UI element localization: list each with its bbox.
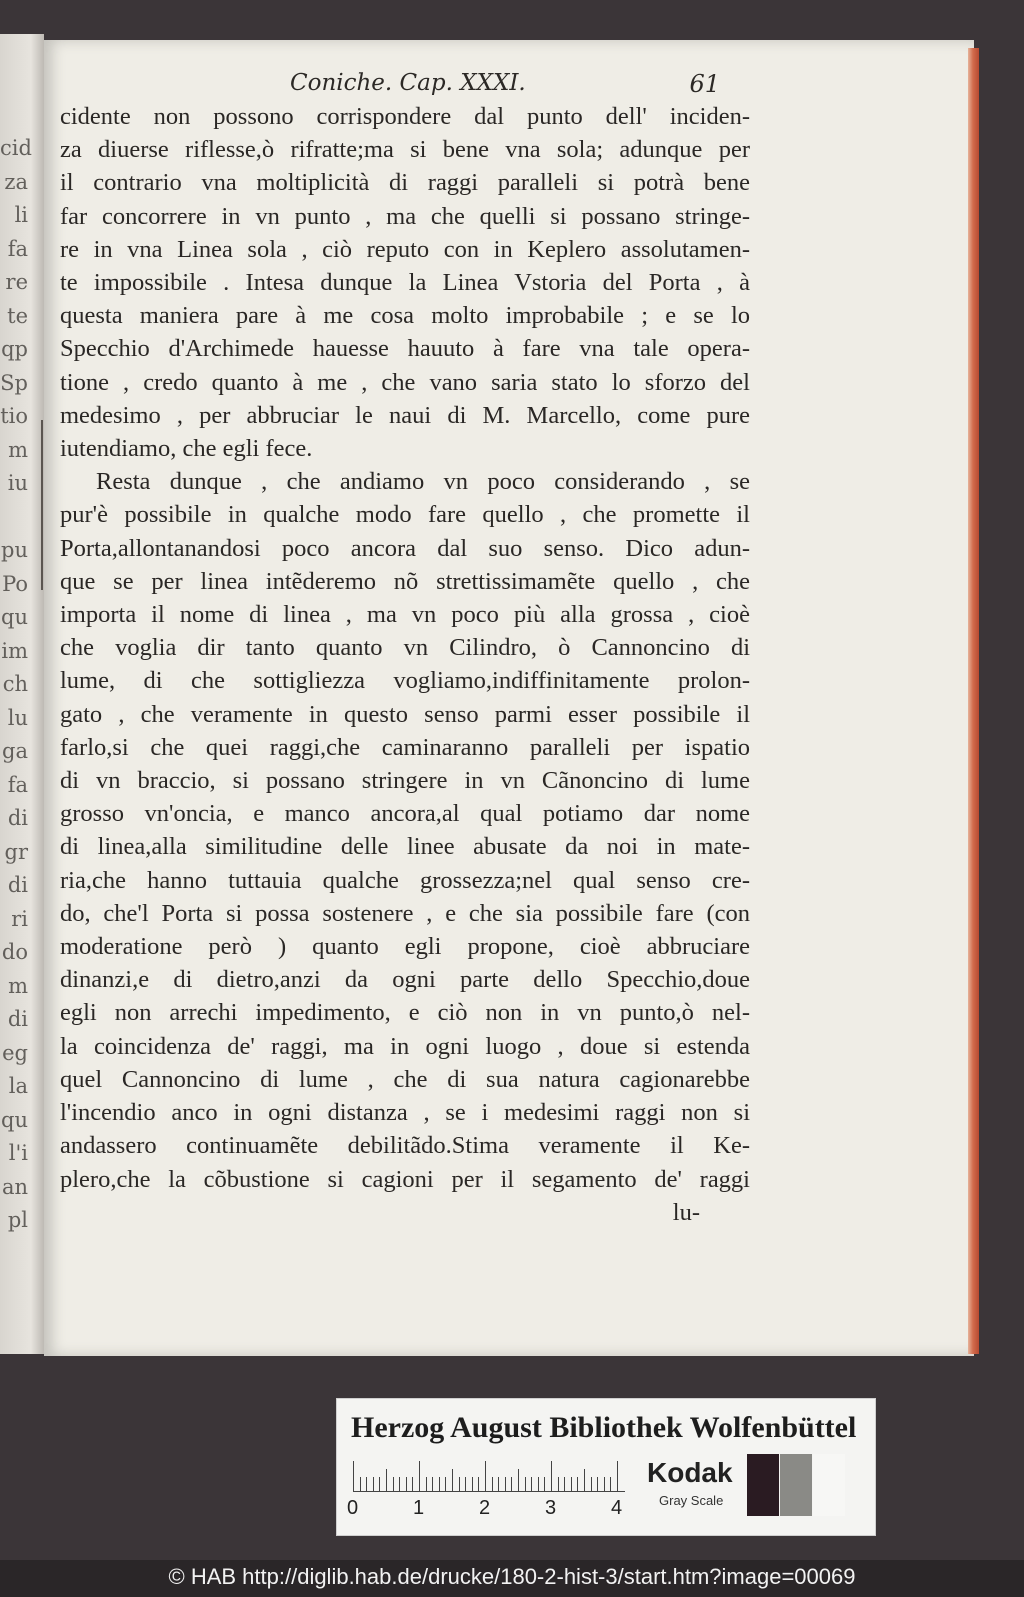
text-line: re in vna Linea sola , ciò reputo con in Keplero assolutamen- (60, 235, 750, 263)
previous-page-fragment: pl (7, 1208, 28, 1232)
ruler-tick (459, 1477, 460, 1491)
catchword: lu- (672, 1198, 700, 1226)
previous-page-fragment (0, 501, 28, 535)
text-line: iutendiamo, che egli fece. (60, 435, 313, 463)
ruler-tick (505, 1477, 506, 1491)
ruler-tick (584, 1469, 585, 1491)
previous-page-fragment: di (7, 873, 28, 897)
ruler-tick (386, 1469, 387, 1491)
ruler-tick (518, 1469, 519, 1491)
previous-page-fragment: an (1, 1174, 28, 1199)
ruler-tick (465, 1477, 466, 1491)
ruler-tick (452, 1469, 453, 1491)
text-line: di linea,alla similitudine delle linee abusate da noi in mate- (60, 833, 750, 861)
previous-page-fragment: ri (11, 906, 28, 931)
previous-page-fragment: m (8, 973, 28, 998)
text-line: l'incendio anco in ogni distanza , se i medesimi raggi non si (60, 1099, 750, 1127)
page-body-text (60, 100, 750, 1229)
previous-page-fragment: qu (1, 605, 28, 629)
previous-page-fragment: ga (2, 739, 28, 763)
ruler-tick (445, 1477, 446, 1491)
red-page-edge (968, 48, 979, 1354)
text-line: pur'è possibile in qualche modo fare quello , che promette il (60, 501, 750, 529)
previous-page-fragment: za (4, 169, 28, 194)
text-line: quel Cannoncino di lume , che di sua natura cagionarebbe (60, 1065, 750, 1093)
page-number: 61 (689, 70, 720, 98)
institution-name: Herzog August Bibliothek Wolfenbüttel (351, 1411, 857, 1444)
ruler-tick (399, 1477, 400, 1491)
previous-page-fragment: gr (4, 839, 28, 864)
ruler-tick (604, 1477, 605, 1491)
text-line: plero,che la cõbustione si cagioni per il segamento de' raggi (60, 1165, 750, 1193)
previous-page-fragment: tio (0, 404, 28, 428)
text-line: za diuerse riflesse,ò rifratte;ma si bene vna sola; adunque per (60, 136, 750, 164)
text-line: Specchio d'Archimede hauesse hauuto à fare vna tale opera- (60, 335, 750, 363)
ruler-tick (525, 1477, 526, 1491)
text-line: questa maniera pare à me cosa molto improbabile ; e se lo (60, 302, 750, 330)
gray-swatch (813, 1454, 845, 1516)
previous-page-fragment: li (14, 203, 28, 227)
previous-page-fragment: di (7, 1007, 28, 1031)
ruler-tick (373, 1477, 374, 1491)
text-line: far concorrere in vn punto , ma che quelli si possano stringe- (60, 202, 750, 230)
previous-page-fragment: Sp (0, 370, 28, 395)
previous-page-fragment: l'i (8, 1141, 28, 1165)
ruler-number: 4 (611, 1497, 623, 1519)
text-line: andassero continuamẽte debilitãdo.Stima veramente il Ke- (60, 1132, 750, 1160)
ruler-tick (564, 1477, 565, 1491)
ruler-tick (478, 1477, 479, 1491)
text-line: Porta,allontanandosi poco ancora dal suo senso. Dico adun- (60, 534, 750, 562)
previous-page-fragment: m (8, 437, 28, 462)
text-line: grosso vn'oncia, e manco ancora,al qual potiamo dar nome (60, 800, 750, 828)
text-line: egli non arrechi impedimento, e ciò non in vn punto,ò nel- (60, 999, 750, 1027)
previous-page-fragment: re (5, 270, 28, 294)
text-line: te impossibile . Intesa dunque la Linea Vstoria del Porta , à (60, 269, 750, 297)
ruler-tick (439, 1477, 440, 1491)
ruler-tick (498, 1477, 499, 1491)
ruler-numbers (347, 1497, 647, 1525)
text-line: che voglia dir tanto quanto vn Cilindro, ò Cannoncino di (60, 634, 750, 662)
ruler-number: 0 (347, 1497, 359, 1519)
gray-swatch (780, 1454, 812, 1516)
previous-page-fragment: eg (2, 1040, 28, 1065)
ruler-tick (406, 1477, 407, 1491)
previous-page-fragment: la (8, 1074, 28, 1098)
kodak-brand: Kodak (647, 1457, 733, 1488)
previous-page-fragment: pu (1, 538, 28, 562)
ruler-tick (591, 1477, 592, 1491)
text-line: tione , credo quanto à me , che vano saria stato lo sforzo del (60, 368, 750, 396)
ruler-tick (531, 1477, 532, 1491)
previous-page-fragment: fa (7, 772, 28, 797)
ruler-tick (353, 1461, 354, 1491)
running-title: Coniche. Cap. XXXI. (290, 70, 526, 96)
previous-page-fragment: fa (7, 236, 28, 261)
ruler-number: 1 (413, 1497, 425, 1519)
previous-page-fragment: cid (0, 136, 32, 160)
text-line: ria,che hanno tuttauia qualche grossezza;nel qual senso cre- (60, 866, 750, 894)
ruler-tick (419, 1461, 420, 1491)
ruler-tick (379, 1477, 380, 1491)
previous-page-fragments (0, 132, 32, 1238)
ruler-number: 2 (479, 1497, 491, 1519)
ruler-tick (432, 1477, 433, 1491)
text-line: dinanzi,e di dietro,anzi da ogni parte dello Specchio,doue (60, 966, 750, 994)
ruler-tick (412, 1477, 413, 1491)
previous-page-fragment: lu (7, 705, 28, 730)
ruler-tick (551, 1461, 552, 1491)
ruler-tick (472, 1477, 473, 1491)
text-line: lume, di che sottigliezza vogliamo,indiffinitamente prolon- (60, 667, 750, 695)
ruler-tick (571, 1477, 572, 1491)
ruler-tick (485, 1461, 486, 1491)
ruler-tick (597, 1477, 598, 1491)
ruler-tick (544, 1477, 545, 1491)
text-line: gato , che veramente in questo senso parmi esser possibile il (60, 700, 750, 728)
text-line: il contrario vna moltiplicità di raggi paralleli si potrà bene (60, 169, 750, 197)
ruler-tick (538, 1477, 539, 1491)
ruler-tick (360, 1477, 361, 1491)
previous-page-fragment: di (7, 806, 28, 830)
previous-page-fragment: im (1, 638, 28, 663)
previous-page-fragment: Po (2, 571, 28, 596)
ruler-tick (492, 1477, 493, 1491)
footer-bar (0, 1560, 1024, 1597)
text-line: cidente non possono corrispondere dal punto dell' inciden- (60, 103, 750, 130)
previous-page-fragment: ch (2, 672, 28, 696)
ruler-tick (426, 1477, 427, 1491)
ruler-tick (577, 1477, 578, 1491)
previous-page-edge (0, 34, 44, 1354)
ruler-tick (617, 1461, 618, 1491)
text-line: do, che'l Porta si possa sostenere , e che sia possibile fare (con (60, 899, 750, 927)
ruler-tick (610, 1477, 611, 1491)
text-line: medesimo , per abbruciar le naui di M. Marcello, come pure (60, 401, 750, 429)
text-line: farlo,si che quei raggi,che caminaranno paralleli per ispatio (60, 733, 750, 761)
margin-line (41, 420, 43, 590)
ruler-tick (393, 1477, 394, 1491)
ruler-number: 3 (545, 1497, 557, 1519)
text-line: di vn braccio, si possano stringere in vn Cãnoncino di lume (60, 767, 750, 795)
text-line: importa il nome di linea , ma vn poco più alla grossa , cioè (60, 601, 750, 629)
ruler-tick (511, 1477, 512, 1491)
previous-page-fragment: qu (1, 1107, 28, 1132)
gray-scale-label: Gray Scale (659, 1493, 724, 1508)
text-line: moderatione però ) quanto egli propone, cioè abbruciare (60, 933, 750, 961)
previous-page-fragment: iu (7, 471, 28, 495)
gray-swatch (747, 1454, 779, 1516)
text-line: la coincidenza de' raggi, ma in ogni luogo , doue si estenda (60, 1032, 750, 1060)
measurement-ruler (353, 1461, 625, 1492)
footer-credit: © HAB http://diglib.hab.de/drucke/180-2-hist-3/start.htm?image=00069 (168, 1564, 856, 1589)
text-line: Resta dunque , che andiamo vn poco considerando , se (96, 468, 750, 496)
previous-page-fragment: do (1, 940, 28, 964)
ruler-tick (558, 1477, 559, 1491)
ruler-tick (366, 1477, 367, 1491)
text-line: que se per linea intẽderemo nõ strettissimamẽte quello , che (60, 567, 750, 595)
color-reference-card (336, 1398, 876, 1536)
previous-page-fragment: te (7, 303, 28, 328)
previous-page-fragment: qp (1, 337, 28, 361)
